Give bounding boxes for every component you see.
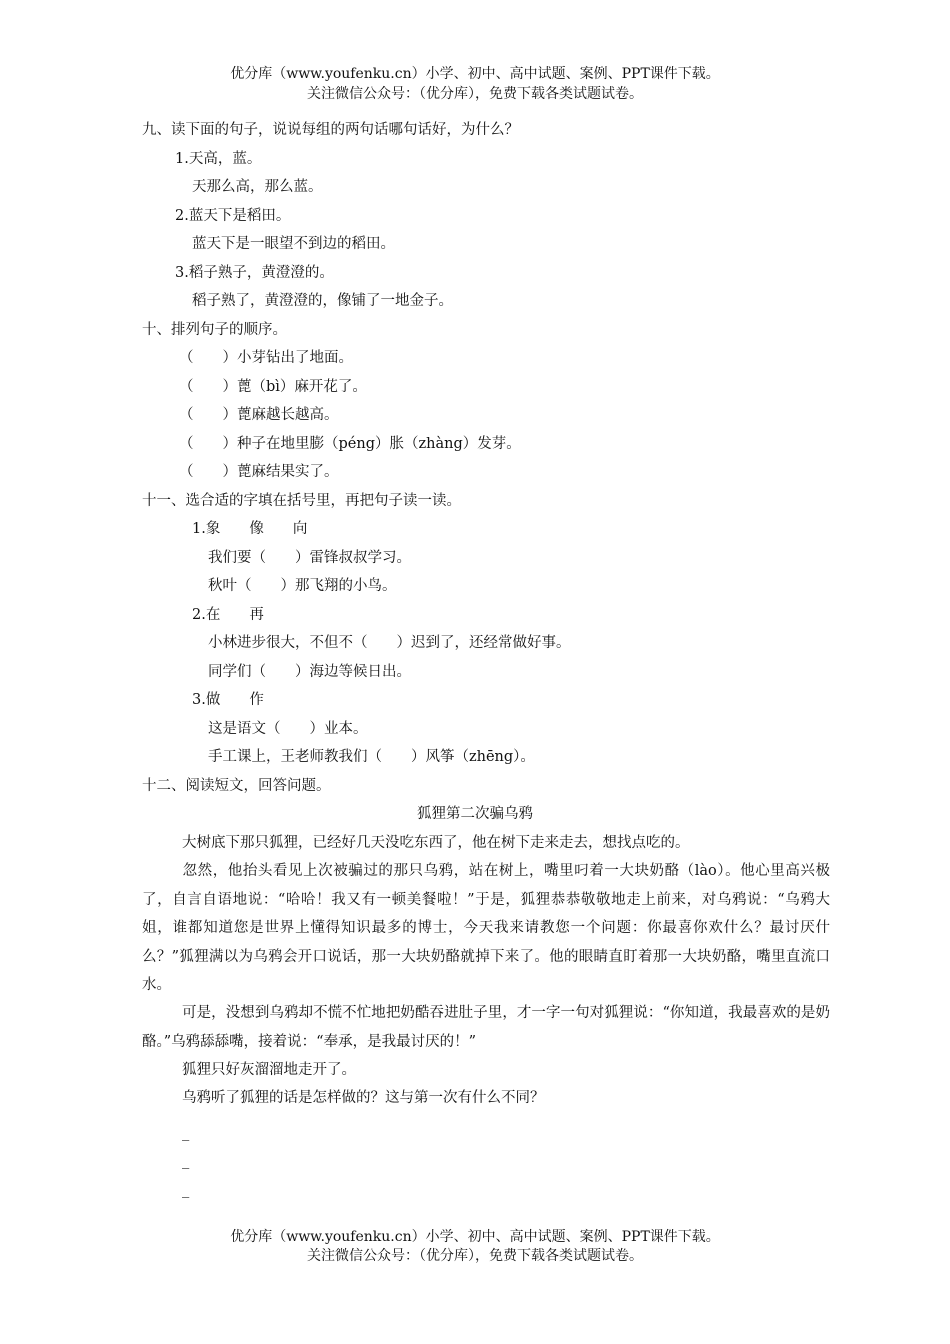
q11-group-2-choices: 2.在 再	[192, 607, 264, 623]
q10-item-3: （ ）蓖麻越长越高。	[179, 407, 339, 423]
header-line-1: 优分库（www.youfenku.cn）小学、初中、高中试题、案例、PPT课件下载。	[230, 66, 720, 82]
story-paragraph-2: 忽然，他抬头看见上次被骗过的那只乌鸦，站在树上，嘴里叼着一大块奶酪（lào）。他心里高兴极了，自言自语地说：“哈哈！我又有一顿美餐啦！”于是，狐狸恭恭敬敬地走上前来，对乌鸦说：“乌鸦大姐，谁都知道您是世界上懂得知识最多的博士，今天我来请教您一个问题：你最喜你欢什么？最讨厌什么？”狐狸满以为乌鸦会开口说话，那一大块奶酪就掉下来了。他的眼睛直盯着那一大块奶酪，嘴里直流口水。	[142, 863, 830, 993]
q11-group-3-s2: 手工课上，王老师教我们（ ）风筝（zhēng）。	[208, 749, 535, 765]
q12-title: 十二、阅读短文，回答问题。	[142, 778, 331, 794]
footer-line-2: 关注微信公众号：（优分库），免费下载各类试题试卷。	[307, 1248, 643, 1264]
q11-group-3-choices: 3.做 作	[192, 692, 264, 708]
q10-item-1: （ ）小芽钻出了地面。	[179, 350, 353, 366]
answer-line-3: _	[182, 1182, 190, 1198]
story-title: 狐狸第二次骗乌鸦	[417, 806, 533, 822]
q10-item-4: （ ）种子在地里膨（péng）胀（zhàng）发芽。	[179, 436, 521, 452]
q11-group-2-s2: 同学们（ ）海边等候日出。	[208, 664, 411, 680]
q10-title: 十、排列句子的顺序。	[142, 322, 287, 338]
q9-item-3b: 稻子熟了，黄澄澄的，像铺了一地金子。	[192, 293, 453, 309]
answer-line-1: _	[182, 1125, 190, 1141]
story-paragraph-3: 可是，没想到乌鸦却不慌不忙地把奶酷吞进肚子里，才一字一句对狐狸说：“你知道，我最喜欢的是奶酪。”乌鸦舔舔嘴，接着说：“奉承，是我最讨厌的！”	[142, 1005, 830, 1050]
q10-item-2: （ ）蓖（bì）麻开花了。	[179, 379, 367, 395]
q11-group-1-s2: 秋叶（ ）那飞翔的小鸟。	[208, 578, 397, 594]
q9-item-3a: 3.稻子熟子，黄澄澄的。	[175, 265, 334, 281]
q9-item-2a: 2.蓝天下是稻田。	[175, 208, 291, 224]
q9-item-2b: 蓝天下是一眼望不到边的稻田。	[192, 236, 395, 252]
q9-item-1b: 天那么高，那么蓝。	[192, 179, 323, 195]
footer-line-1: 优分库（www.youfenku.cn）小学、初中、高中试题、案例、PPT课件下载。	[230, 1229, 720, 1245]
q11-group-1-choices: 1.象 像 向	[192, 521, 308, 537]
q11-group-2-s1: 小林进步很大，不但不（ ）迟到了，还经常做好事。	[208, 635, 571, 651]
story-question: 乌鸦听了狐狸的话是怎样做的？这与第一次有什么不同？	[182, 1090, 545, 1106]
header-line-2: 关注微信公众号：（优分库），免费下载各类试题试卷。	[307, 86, 643, 102]
story-paragraph-1: 大树底下那只狐狸，已经好几天没吃东西了，他在树下走来走去，想找点吃的。	[182, 835, 690, 851]
q11-title: 十一、选合适的字填在括号里，再把句子读一读。	[142, 493, 461, 509]
q9-item-1a: 1.天高，蓝。	[175, 151, 262, 167]
q10-item-5: （ ）蓖麻结果实了。	[179, 464, 339, 480]
answer-line-2: _	[182, 1153, 190, 1169]
story-paragraph-4: 狐狸只好灰溜溜地走开了。	[182, 1062, 356, 1078]
q11-group-3-s1: 这是语文（ ）业本。	[208, 721, 368, 737]
q11-group-1-s1: 我们要（ ）雷锋叔叔学习。	[208, 550, 411, 566]
q9-title: 九、读下面的句子，说说每组的两句话哪句话好，为什么？	[142, 122, 519, 138]
